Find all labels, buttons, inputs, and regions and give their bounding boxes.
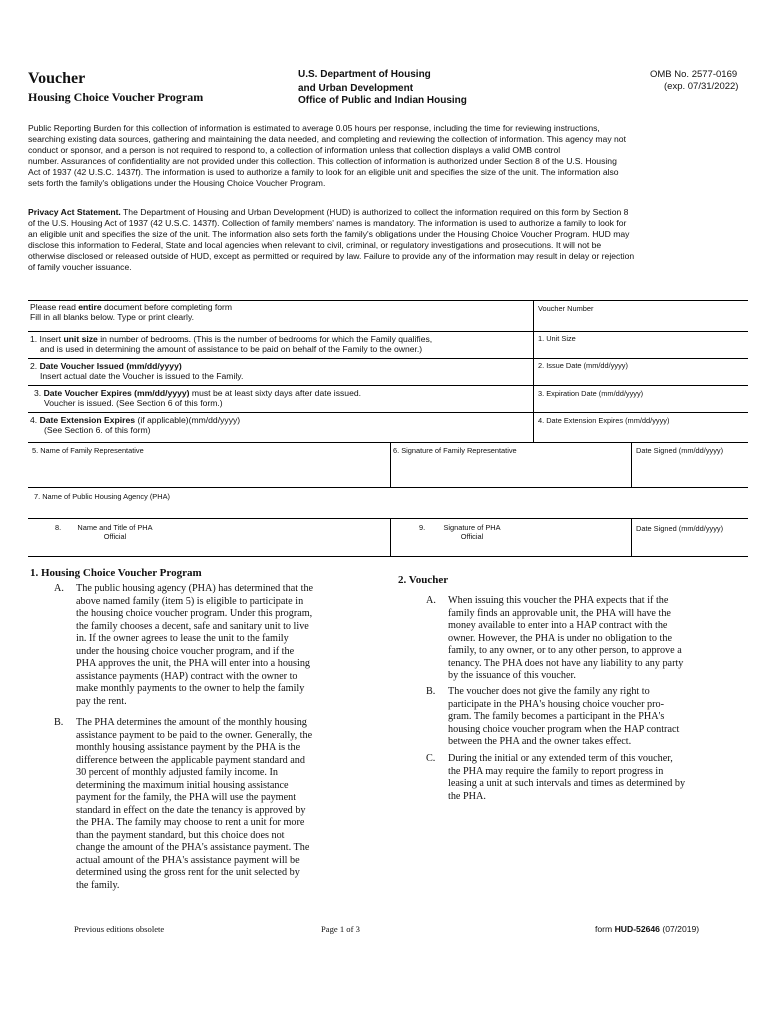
voucher-number-field[interactable]	[534, 316, 748, 330]
item-line: change the amount of the PHA's assistance payment. The	[76, 842, 310, 853]
item-line: participate in the PHA's housing choice voucher pro-	[448, 698, 664, 710]
item-letter: B.	[426, 686, 436, 697]
item-line: between the PHA and the owner takes effect.	[448, 736, 632, 747]
pha-signature-label	[433, 523, 511, 541]
form-date: (07/2019)	[659, 924, 700, 934]
item-letter: B.	[54, 717, 64, 728]
field-1-line-2: and is used in determining the amount of assistance to be paid on behalf of the Family to the owner.)	[40, 344, 423, 354]
instructions-text: document before completing form	[101, 302, 233, 312]
unit-size-field[interactable]	[534, 344, 748, 357]
item-line: payment for the family, the PHA will use the payment	[76, 792, 297, 803]
previous-editions-note: Previous editions obsolete	[74, 924, 165, 934]
section-2-heading: 2. Voucher	[398, 574, 449, 586]
field-1-text: in number of bedrooms. (This is the number of bedrooms for which the Family qualifies,	[97, 334, 433, 344]
issue-date-label: 2. Issue Date (mm/dd/yyyy)	[538, 361, 628, 370]
privacy-line: disclose this information to Federal, State and local agencies when relevant to civil, criminal, or regulatory investigations and prosecutions. It will not be	[28, 240, 602, 250]
family-representative-signature-field[interactable]	[391, 458, 630, 486]
item-line: The voucher does not give the family any right to	[448, 686, 650, 697]
extension-date-label: 4. Date Extension Expires (mm/dd/yyyy)	[538, 416, 670, 425]
privacy-label: Privacy Act Statement.	[28, 207, 121, 217]
burden-line: sets forth the family's obligations under the Housing Choice Voucher Program.	[28, 178, 326, 188]
privacy-line: otherwise disclosed or released outside of HUD, except as permitted or required by law. Failure to provide any of the information may result in delay or rejection	[28, 251, 635, 261]
item-line: above named family (item 5) is eligible to participate in	[76, 595, 304, 607]
item-line: housing choice voucher program when the HAP contract	[448, 723, 680, 735]
item-line: The PHA determines the amount of the monthly housing	[76, 717, 307, 728]
privacy-line: of the U.S. Housing Act of 1937 (42 U.S.C. 1437f). Collection of family members' names is mandatory. The information is used to authorize a family to look for	[28, 218, 627, 228]
issue-date-field[interactable]	[534, 371, 748, 384]
field-4-line-2: (See Section 6. of this form)	[44, 425, 151, 435]
pha-official-num: 8.	[55, 523, 62, 532]
item-letter: C.	[426, 753, 436, 764]
instructions-bold: entire	[78, 302, 102, 312]
grid-line	[28, 358, 748, 359]
extension-date-field[interactable]	[534, 427, 748, 441]
item-line: by the issuance of this voucher.	[448, 670, 576, 681]
item-line: money available to enter into a HAP contract with the	[448, 620, 668, 631]
item-line: determining the maximum initial housing assistance	[76, 779, 289, 791]
section-1-heading: 1. Housing Choice Voucher Program	[30, 567, 202, 579]
field-4-text: (if applicable)(mm/dd/yyyy)	[135, 415, 241, 425]
field-2-label	[30, 361, 243, 381]
voucher-number-label: Voucher Number	[538, 304, 594, 313]
field-4-bold: Date Extension Expires	[39, 415, 136, 425]
item-line: PHA approves the unit, the PHA will enter into a housing	[76, 658, 311, 669]
omb-expiration: (exp. 07/31/2022)	[664, 81, 739, 92]
item-line: than the payment standard, but this choice does not	[76, 829, 285, 841]
item-line: under the housing choice voucher program, and if the	[76, 645, 295, 657]
field-2-bold: Date Voucher Issued (mm/dd/yyyy)	[39, 361, 182, 371]
item-line: 30 percent of monthly adjusted family income. In	[76, 767, 278, 778]
item-line: assistance payment to be paid to the owner. Generally, the	[76, 729, 313, 741]
field-2-line-2: Insert actual date the Voucher is issued to the Family.	[40, 371, 244, 381]
grid-line	[390, 518, 391, 556]
pha-date-signed-label: Date Signed (mm/dd/yyyy)	[636, 524, 724, 533]
item-line: standard in effect on the date the tenancy is approved by	[76, 804, 306, 816]
item-line: When issuing this voucher the PHA expects that if the	[448, 595, 669, 606]
item-line: pay the rent.	[76, 695, 127, 707]
field-1-bold: unit size	[63, 334, 98, 344]
grid-line	[28, 556, 748, 557]
omb-number: OMB No. 2577-0169	[650, 69, 738, 80]
family-representative-signature-label: 6. Signature of Family Representative	[393, 446, 517, 455]
item-line: assistance payments (HAP) contract with the owner to	[76, 670, 298, 682]
burden-line: Act of 1937 (42 U.S.C. 1437f). The information is used to authorize a family to look for an eligible unit and specifies the size of the unit. The information also	[28, 167, 619, 177]
pha-date-signed-field[interactable]	[632, 536, 748, 555]
pha-official-name-line-2: Official	[103, 532, 127, 541]
item-line: family, to any owner, or to any other person, to approve a	[448, 645, 682, 656]
burden-line: searching existing data sources, gathering and maintaining the data needed, and completing and reviewing the collection of information. This agency may not	[28, 134, 626, 144]
item-line: the PHA may require the family to report progress in	[448, 765, 664, 777]
item-line: in. If the owner agrees to lease the unit to the family	[76, 633, 289, 644]
pha-official-name-label	[72, 523, 158, 541]
grid-line	[28, 300, 748, 301]
grid-line	[28, 412, 748, 413]
item-text	[448, 595, 683, 683]
item-line: the family chooses a decent, safe and sanitary unit to live	[76, 620, 309, 632]
pha-signature-line-1: Signature of PHA	[443, 523, 501, 532]
program-title: Housing Choice Voucher Program	[28, 90, 204, 104]
item-line: actual amount of the PHA's assistance payment will be	[76, 854, 300, 866]
burden-line: number. Assurances of confidentiality are not provided under this collection. This collection of information is authorized under Section 8 of the U.S. Housing	[28, 156, 617, 166]
burden-line: conduct or sponsor, and a person is not required to respond to, a collection of information unless that collection displays a valid OMB control	[28, 145, 561, 155]
field-3-line-2: Voucher is issued. (See Section 6 of this form.)	[44, 398, 223, 408]
burden-line: Public Reporting Burden for this collection of information is estimated to average 0.05 hours per response, including the time for reviewing instructions,	[28, 123, 600, 133]
field-1-label	[30, 334, 432, 354]
grid-line	[28, 442, 748, 443]
item-letter: A.	[54, 583, 64, 594]
public-reporting-burden	[28, 123, 748, 189]
form-id: HUD-52646	[614, 924, 660, 934]
pha-official-name-field[interactable]	[170, 522, 388, 554]
item-letter: A.	[426, 595, 436, 606]
family-date-signed-field[interactable]	[632, 458, 748, 486]
pha-name-field[interactable]	[29, 503, 748, 517]
item-line: monthly housing assistance payment by the PHA is the	[76, 742, 301, 753]
item-line: determined using the gross rent for the unit selected by	[76, 867, 300, 878]
department-line-3: Office of Public and Indian Housing	[298, 95, 467, 106]
instructions-text: Please read	[30, 302, 79, 312]
item-line: During the initial or any extended term of this voucher,	[448, 753, 673, 764]
item-text	[76, 717, 312, 892]
grid-line	[28, 385, 748, 386]
item-line: make monthly payments to the owner to help the family	[76, 683, 305, 694]
form-prefix: form	[595, 924, 615, 934]
department-line-1: U.S. Department of Housing	[298, 69, 431, 80]
item-line: family finds an approvable unit, the PHA will have the	[448, 607, 671, 619]
item-line: leasing a unit at such intervals and times as determined by	[448, 778, 686, 789]
privacy-line: of family voucher issuance.	[28, 262, 132, 272]
form-instructions	[30, 302, 232, 322]
item-line: the PHA. The family may choose to rent a unit for more	[76, 817, 305, 828]
field-3-bold: Date Voucher Expires (mm/dd/yyyy)	[43, 388, 190, 398]
grid-line	[28, 518, 748, 519]
form-number	[595, 924, 699, 934]
field-3-text: 3.	[34, 388, 44, 398]
department-line-2: and Urban Development	[298, 83, 414, 94]
item-text	[76, 583, 313, 708]
item-line: difference between the applicable payment standard and	[76, 754, 305, 766]
item-line: tenancy. The PHA does not have any liability to any party	[448, 657, 684, 669]
pha-signature-line-2: Official	[460, 532, 484, 541]
field-4-label	[30, 415, 240, 435]
privacy-line-text: The Department of Housing and Urban Development (HUD) is authorized to collect the information required on this form by Section 8	[120, 207, 629, 217]
grid-line	[28, 331, 748, 332]
expiration-date-field[interactable]	[534, 399, 748, 411]
item-line: the PHA.	[448, 790, 486, 802]
grid-line	[28, 487, 748, 488]
item-line: The public housing agency (PHA) has determined that the	[76, 583, 314, 594]
document-title: Voucher	[28, 70, 86, 87]
field-2-text: 2.	[30, 361, 40, 371]
item-text	[448, 686, 679, 749]
pha-name-label: 7. Name of Public Housing Agency (PHA)	[34, 492, 170, 501]
privacy-line: an eligible unit and specifies the size of the unit. The information also sets forth the family's obligations under the Housing Choice Voucher Program. HUD may	[28, 229, 630, 239]
family-representative-name-label: 5. Name of Family Representative	[32, 446, 144, 455]
item-line: the housing choice voucher program. Under this program,	[76, 608, 313, 619]
field-1-text: 1. Insert	[30, 334, 64, 344]
expiration-date-label: 3. Expiration Date (mm/dd/yyyy)	[538, 389, 644, 398]
family-date-signed-label: Date Signed (mm/dd/yyyy)	[636, 446, 724, 455]
item-line: the family.	[76, 879, 120, 891]
pha-signature-num: 9.	[419, 523, 426, 532]
field-3-label	[34, 388, 361, 408]
unit-size-label: 1. Unit Size	[538, 334, 576, 343]
privacy-act-statement	[28, 207, 748, 273]
item-line: owner. However, the PHA is under no obligation to the	[448, 632, 672, 644]
privacy-line	[28, 207, 748, 218]
item-line: gram. The family becomes a participant in the PHA's	[448, 711, 665, 722]
instructions-line-2: Fill in all blanks below. Type or print clearly.	[30, 312, 194, 322]
item-text	[448, 753, 685, 803]
field-3-text: must be at least sixty days after date issued.	[189, 388, 362, 398]
pha-signature-field[interactable]	[514, 522, 630, 554]
field-4-text: 4.	[30, 415, 40, 425]
page-number: Page 1 of 3	[321, 924, 360, 934]
family-representative-name-field[interactable]	[29, 458, 389, 486]
pha-official-name-line-1: Name and Title of PHA	[77, 523, 153, 532]
